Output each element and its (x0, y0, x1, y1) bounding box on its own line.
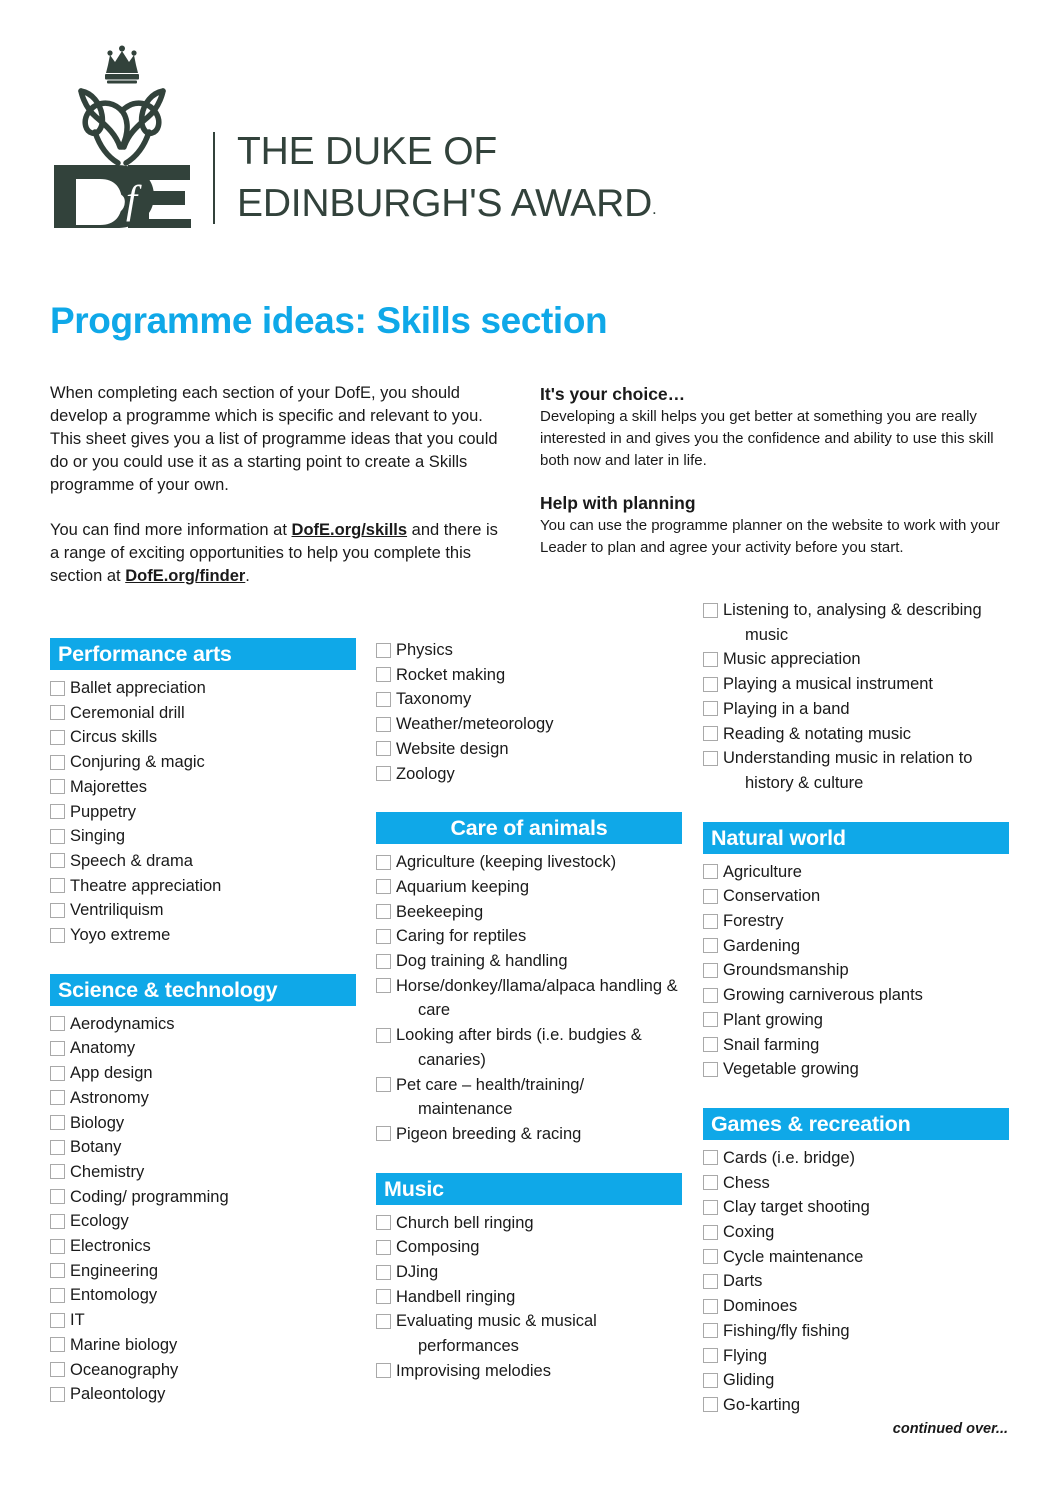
list-item[interactable] (703, 1220, 1009, 1245)
list-item-label: Entomology (70, 1286, 158, 1305)
list-item[interactable] (703, 1057, 1009, 1082)
list-item-label: Clay target shooting (723, 1198, 870, 1217)
list-item-label: Vegetable growing (723, 1060, 859, 1079)
list-item[interactable] (703, 672, 1009, 697)
intro-left-column (50, 382, 510, 588)
column-one (50, 638, 356, 1407)
list-item[interactable] (50, 849, 356, 874)
list-item-label: Physics (396, 641, 453, 659)
section-header-care-of-animals: Care of animals (376, 812, 682, 844)
list-item[interactable] (376, 1023, 682, 1072)
list-item[interactable] (703, 598, 1009, 647)
section-header-natural-world: Natural world (703, 822, 1009, 854)
list-item[interactable] (376, 638, 682, 663)
checkbox-icon[interactable] (50, 681, 65, 696)
checkbox-icon[interactable] (376, 1215, 391, 1230)
list-item-label: Gardening (723, 936, 801, 955)
checkbox-icon[interactable] (50, 1115, 65, 1130)
checkbox-icon[interactable] (703, 988, 718, 1003)
checkbox-icon[interactable] (703, 1225, 718, 1240)
checkbox-icon[interactable] (376, 741, 391, 756)
checkbox-icon[interactable] (50, 1066, 65, 1081)
brand-wordmark-line2: EDINBURGH'S AWARD (237, 181, 653, 225)
list-item-label: Understanding music in relation to history & culture (723, 749, 973, 792)
brand-wordmark-line1: THE DUKE OF (237, 129, 497, 173)
list-item-label: Conservation (723, 887, 821, 906)
intro-paragraph-2 (50, 519, 510, 588)
checkbox-icon[interactable] (50, 755, 65, 770)
list-item-label: Caring for reptiles (396, 927, 527, 946)
list-item[interactable] (50, 923, 356, 948)
registered-mark: . (652, 198, 657, 218)
list-item[interactable] (50, 1333, 356, 1358)
checkbox-icon[interactable] (703, 1299, 718, 1314)
list-item-label: Cards (i.e. bridge) (723, 1148, 856, 1167)
list-item-label: Agriculture (723, 862, 802, 881)
list-item-label: Website design (396, 739, 509, 758)
intro-p2-suffix: . (245, 567, 250, 585)
list-item[interactable] (703, 884, 1009, 909)
list-item[interactable] (376, 663, 682, 688)
checkbox-icon[interactable] (50, 1041, 65, 1056)
list-item-label: Taxonomy (396, 690, 472, 709)
list-item[interactable] (703, 1008, 1009, 1033)
list-item[interactable] (376, 712, 682, 737)
list-item-label: Majorettes (70, 777, 148, 796)
list-item-label: Engineering (70, 1261, 159, 1280)
checkbox-icon[interactable] (376, 667, 391, 682)
list-item-label: App design (70, 1064, 153, 1083)
intro-heading-help-with-planning: Help with planning (540, 493, 696, 513)
list-item-label: Handbell ringing (396, 1287, 516, 1306)
list-item-label: Pet care – health/training/ maintenance (396, 1075, 585, 1119)
list-item-label: Music appreciation (723, 650, 861, 669)
list-item-label: Forestry (723, 912, 784, 931)
logo-divider-rule (213, 132, 215, 224)
list-item[interactable] (50, 874, 356, 899)
checklist-science-technology-part1 (50, 1012, 356, 1407)
list-item-label: Aerodynamics (70, 1014, 175, 1033)
list-item[interactable] (376, 949, 682, 974)
list-item-label: Circus skills (70, 728, 158, 747)
checklist-music-part1 (376, 1211, 682, 1384)
checkbox-icon[interactable] (703, 1249, 718, 1264)
checkbox-icon[interactable] (50, 1263, 65, 1278)
checkbox-icon[interactable] (376, 1363, 391, 1378)
list-item-label: Beekeeping (396, 902, 484, 921)
list-item[interactable] (50, 1135, 356, 1160)
brand-wordmark (237, 126, 657, 231)
list-item[interactable] (703, 1195, 1009, 1220)
list-item[interactable] (50, 725, 356, 750)
list-item-label: Horse/donkey/llama/alpaca handling & care (396, 976, 678, 1020)
list-item[interactable] (376, 1309, 682, 1358)
checkbox-icon[interactable] (376, 904, 391, 919)
list-item-label: Conjuring & magic (70, 753, 205, 772)
checkbox-icon[interactable] (703, 1397, 718, 1412)
list-item[interactable] (50, 1234, 356, 1259)
list-item[interactable] (50, 676, 356, 701)
checkbox-icon[interactable] (50, 1140, 65, 1155)
list-item[interactable] (50, 1185, 356, 1210)
section-header-music: Music (376, 1173, 682, 1205)
list-item-label: Playing in a band (723, 699, 850, 718)
list-item-label: Botany (70, 1138, 122, 1157)
checkbox-icon[interactable] (50, 1387, 65, 1402)
checkbox-icon[interactable] (376, 954, 391, 969)
list-item-label: Dominoes (723, 1297, 798, 1316)
list-item[interactable] (376, 900, 682, 925)
list-item[interactable] (703, 1319, 1009, 1344)
list-item[interactable] (376, 1359, 682, 1384)
list-item[interactable] (376, 687, 682, 712)
list-item[interactable] (50, 1358, 356, 1383)
checkbox-icon[interactable] (50, 1337, 65, 1352)
checkbox-icon[interactable] (50, 1164, 65, 1179)
checkbox-icon[interactable] (50, 1090, 65, 1105)
list-item-label: Growing carniverous plants (723, 986, 923, 1005)
list-item[interactable] (376, 1285, 682, 1310)
checkbox-icon[interactable] (50, 1362, 65, 1377)
checklist-music-part2 (703, 598, 1009, 796)
list-item[interactable] (376, 1122, 682, 1147)
checkbox-icon[interactable] (376, 879, 391, 894)
list-item[interactable] (50, 775, 356, 800)
list-item-label: Fishing/fly fishing (723, 1321, 850, 1340)
checkbox-icon[interactable] (376, 1289, 391, 1304)
checkbox-icon[interactable] (50, 853, 65, 868)
list-item-label: Electronics (70, 1237, 151, 1256)
checkbox-icon[interactable] (376, 643, 391, 658)
list-item[interactable] (376, 1235, 682, 1260)
checkbox-icon[interactable] (50, 1239, 65, 1254)
checkbox-icon[interactable] (703, 1062, 718, 1077)
checkbox-icon[interactable] (703, 889, 718, 904)
list-item-label: DJing (396, 1263, 439, 1282)
checkbox-icon[interactable] (703, 963, 718, 978)
list-item[interactable] (376, 850, 682, 875)
checkbox-icon[interactable] (376, 1240, 391, 1255)
checkbox-icon[interactable] (376, 978, 391, 993)
checkbox-icon[interactable] (50, 1189, 65, 1204)
checkbox-icon[interactable] (703, 701, 718, 716)
list-item[interactable] (703, 1368, 1009, 1393)
checkbox-icon[interactable] (376, 766, 391, 781)
checkbox-icon[interactable] (376, 929, 391, 944)
section-header-performance-arts: Performance arts (50, 638, 356, 670)
checkbox-icon[interactable] (50, 1016, 65, 1031)
list-item[interactable] (50, 1061, 356, 1086)
checkbox-icon[interactable] (376, 1077, 391, 1092)
checkbox-icon[interactable] (703, 1150, 718, 1165)
list-item-label: Singing (70, 827, 126, 846)
checkbox-icon[interactable] (376, 692, 391, 707)
checkbox-icon[interactable] (703, 864, 718, 879)
list-item-label: Looking after birds (i.e. budgies & canaries) (396, 1026, 642, 1069)
list-item[interactable] (376, 1260, 682, 1285)
list-item-label: Oceanography (70, 1360, 179, 1379)
list-item-label: Anatomy (70, 1039, 136, 1058)
column-three (703, 598, 1009, 1418)
checkbox-icon[interactable] (703, 1012, 718, 1027)
checkbox-icon[interactable] (703, 938, 718, 953)
list-item-label: Agriculture (keeping livestock) (396, 853, 617, 872)
list-item[interactable] (703, 1393, 1009, 1418)
intro-p2-middle: and there is a range of exciting opportunities to help you complete this section at (50, 521, 498, 585)
list-item[interactable] (50, 898, 356, 923)
checkbox-icon[interactable] (50, 903, 65, 918)
checkbox-icon[interactable] (50, 705, 65, 720)
list-item-label: Puppetry (70, 802, 137, 821)
checkbox-icon[interactable] (703, 751, 718, 766)
checkbox-icon[interactable] (50, 928, 65, 943)
checkbox-icon[interactable] (50, 1313, 65, 1328)
list-item[interactable] (50, 800, 356, 825)
list-item-label: Groundsmanship (723, 961, 849, 980)
checkbox-icon[interactable] (703, 1274, 718, 1289)
link-dofe-skills[interactable]: DofE.org/skills (291, 521, 408, 539)
list-item[interactable] (50, 824, 356, 849)
list-item[interactable] (50, 750, 356, 775)
intro-right-column (540, 382, 1015, 559)
checkbox-icon[interactable] (703, 914, 718, 929)
list-item[interactable] (50, 1283, 356, 1308)
list-item[interactable] (376, 762, 682, 787)
checkbox-icon[interactable] (50, 804, 65, 819)
dofe-logo (50, 38, 657, 228)
checkbox-icon[interactable] (703, 1200, 718, 1215)
list-item-label: Snail farming (723, 1035, 820, 1054)
list-item-label: Ceremonial drill (70, 703, 185, 722)
checkbox-icon[interactable] (376, 1028, 391, 1043)
list-item[interactable] (703, 860, 1009, 885)
list-item-label: Yoyo extreme (70, 926, 171, 945)
list-item[interactable] (50, 1209, 356, 1234)
list-item[interactable] (703, 746, 1009, 795)
list-item[interactable] (703, 1245, 1009, 1270)
checkbox-icon[interactable] (703, 726, 718, 741)
list-item-label: Plant growing (723, 1010, 823, 1029)
list-item-label: Chemistry (70, 1162, 145, 1181)
list-item[interactable] (50, 1086, 356, 1111)
list-item-label: Flying (723, 1346, 768, 1365)
checkbox-icon[interactable] (703, 1373, 718, 1388)
list-item[interactable] (703, 1344, 1009, 1369)
checkbox-icon[interactable] (703, 677, 718, 692)
checkbox-icon[interactable] (703, 1037, 718, 1052)
list-item-label: IT (70, 1311, 85, 1330)
list-item[interactable] (50, 701, 356, 726)
list-item[interactable] (703, 1171, 1009, 1196)
continued-over-note: continued over... (892, 1421, 1008, 1437)
checkbox-icon[interactable] (376, 855, 391, 870)
list-item-label: Coxing (723, 1223, 775, 1242)
list-item[interactable] (376, 1211, 682, 1236)
checkbox-icon[interactable] (703, 1175, 718, 1190)
list-item[interactable] (703, 697, 1009, 722)
list-item-label: Pigeon breeding & racing (396, 1124, 582, 1143)
checkbox-icon[interactable] (50, 730, 65, 745)
list-item-label: Speech & drama (70, 851, 193, 870)
checkbox-icon[interactable] (376, 1265, 391, 1280)
list-item[interactable] (703, 983, 1009, 1008)
checkbox-icon[interactable] (50, 1288, 65, 1303)
checkbox-icon[interactable] (376, 717, 391, 732)
list-item-label: Aquarium keeping (396, 877, 529, 896)
list-item-label: Darts (723, 1272, 763, 1291)
svg-text:of: of (106, 177, 138, 222)
list-item-label: Church bell ringing (396, 1213, 534, 1232)
section-header-games-recreation: Games & recreation (703, 1108, 1009, 1140)
list-item[interactable] (703, 647, 1009, 672)
list-item-label: Chess (723, 1173, 770, 1192)
checkbox-icon[interactable] (50, 878, 65, 893)
checklist-games-recreation (703, 1146, 1009, 1418)
list-item-label: Paleontology (70, 1385, 166, 1404)
column-two (376, 638, 682, 1384)
list-item-label: Coding/ programming (70, 1187, 229, 1206)
checkbox-icon[interactable] (50, 829, 65, 844)
checkbox-icon[interactable] (703, 1323, 718, 1338)
list-item-label: Listening to, analysing & describing music (723, 601, 982, 644)
checklist-performance-arts (50, 676, 356, 948)
checkbox-icon[interactable] (703, 652, 718, 667)
list-item[interactable] (703, 1033, 1009, 1058)
checklist-care-of-animals (376, 850, 682, 1146)
section-header-science-technology: Science & technology (50, 974, 356, 1006)
list-item[interactable] (50, 1111, 356, 1136)
list-item-label: Reading & notating music (723, 724, 912, 743)
list-item-label: Playing a musical instrument (723, 675, 934, 694)
list-item-label: Theatre appreciation (70, 876, 222, 895)
checkbox-icon[interactable] (703, 603, 718, 618)
list-item-label: Dog training & handling (396, 952, 568, 971)
list-item[interactable] (703, 722, 1009, 747)
list-item[interactable] (703, 1146, 1009, 1171)
list-item-label: Ecology (70, 1212, 129, 1231)
list-item-label: Rocket making (396, 665, 506, 684)
intro-heading-its-your-choice: It's your choice… (540, 384, 686, 404)
list-item-label: Go-karting (723, 1395, 801, 1414)
list-item[interactable] (376, 737, 682, 762)
list-item-label: Marine biology (70, 1335, 178, 1354)
checkbox-icon[interactable] (50, 1214, 65, 1229)
list-item[interactable] (50, 1160, 356, 1185)
list-item[interactable] (50, 1036, 356, 1061)
checkbox-icon[interactable] (703, 1348, 718, 1363)
link-dofe-finder[interactable]: DofE.org/finder (125, 567, 246, 585)
intro-paragraph-1: When completing each section of your DofE, you should develop a programme which is specific and relevant to you. This sheet gives you a list of programme ideas that you could do or you could use it as a starting point to create a Skills programme of your own. (50, 384, 498, 494)
list-item[interactable] (50, 1012, 356, 1037)
list-item[interactable] (703, 1294, 1009, 1319)
intro-body-help-with-planning: You can use the programme planner on the website to work with your Leader to plan and agree your activity before you start. (540, 517, 1000, 556)
list-item[interactable] (376, 974, 682, 1023)
page-title: Programme ideas: Skills section (50, 299, 608, 341)
list-item[interactable] (703, 1269, 1009, 1294)
checklist-natural-world (703, 860, 1009, 1082)
checkbox-icon[interactable] (50, 779, 65, 794)
list-item-label: Weather/meteorology (396, 715, 554, 734)
list-item[interactable] (703, 934, 1009, 959)
checkbox-icon[interactable] (376, 1314, 391, 1329)
checkbox-icon[interactable] (376, 1126, 391, 1141)
list-item[interactable] (376, 1073, 682, 1122)
list-item[interactable] (376, 875, 682, 900)
intro-p2-prefix: You can find more information at (50, 521, 292, 539)
list-item-label: Composing (396, 1238, 480, 1257)
list-item[interactable] (703, 909, 1009, 934)
list-item[interactable] (50, 1259, 356, 1284)
list-item[interactable] (376, 924, 682, 949)
list-item-label: Gliding (723, 1371, 775, 1390)
checklist-science-technology-part2 (376, 638, 682, 786)
list-item[interactable] (703, 958, 1009, 983)
intro-body-its-your-choice: Developing a skill helps you get better at something you are really interested in and gives you the confidence and ability to use this skill both now and later in life. (540, 408, 994, 469)
list-item-label: Evaluating music & musical performances (396, 1312, 597, 1356)
list-item-label: Astronomy (70, 1088, 149, 1107)
list-item-label: Biology (70, 1113, 125, 1132)
list-item[interactable] (50, 1382, 356, 1407)
list-item-label: Ventriliquism (70, 901, 164, 920)
list-item-label: Ballet appreciation (70, 679, 206, 697)
list-item-label: Zoology (396, 764, 455, 783)
dofe-crown-monogram-logo (50, 43, 195, 228)
list-item[interactable] (50, 1308, 356, 1333)
list-item-label: Improvising melodies (396, 1361, 551, 1380)
list-item-label: Cycle maintenance (723, 1247, 864, 1266)
